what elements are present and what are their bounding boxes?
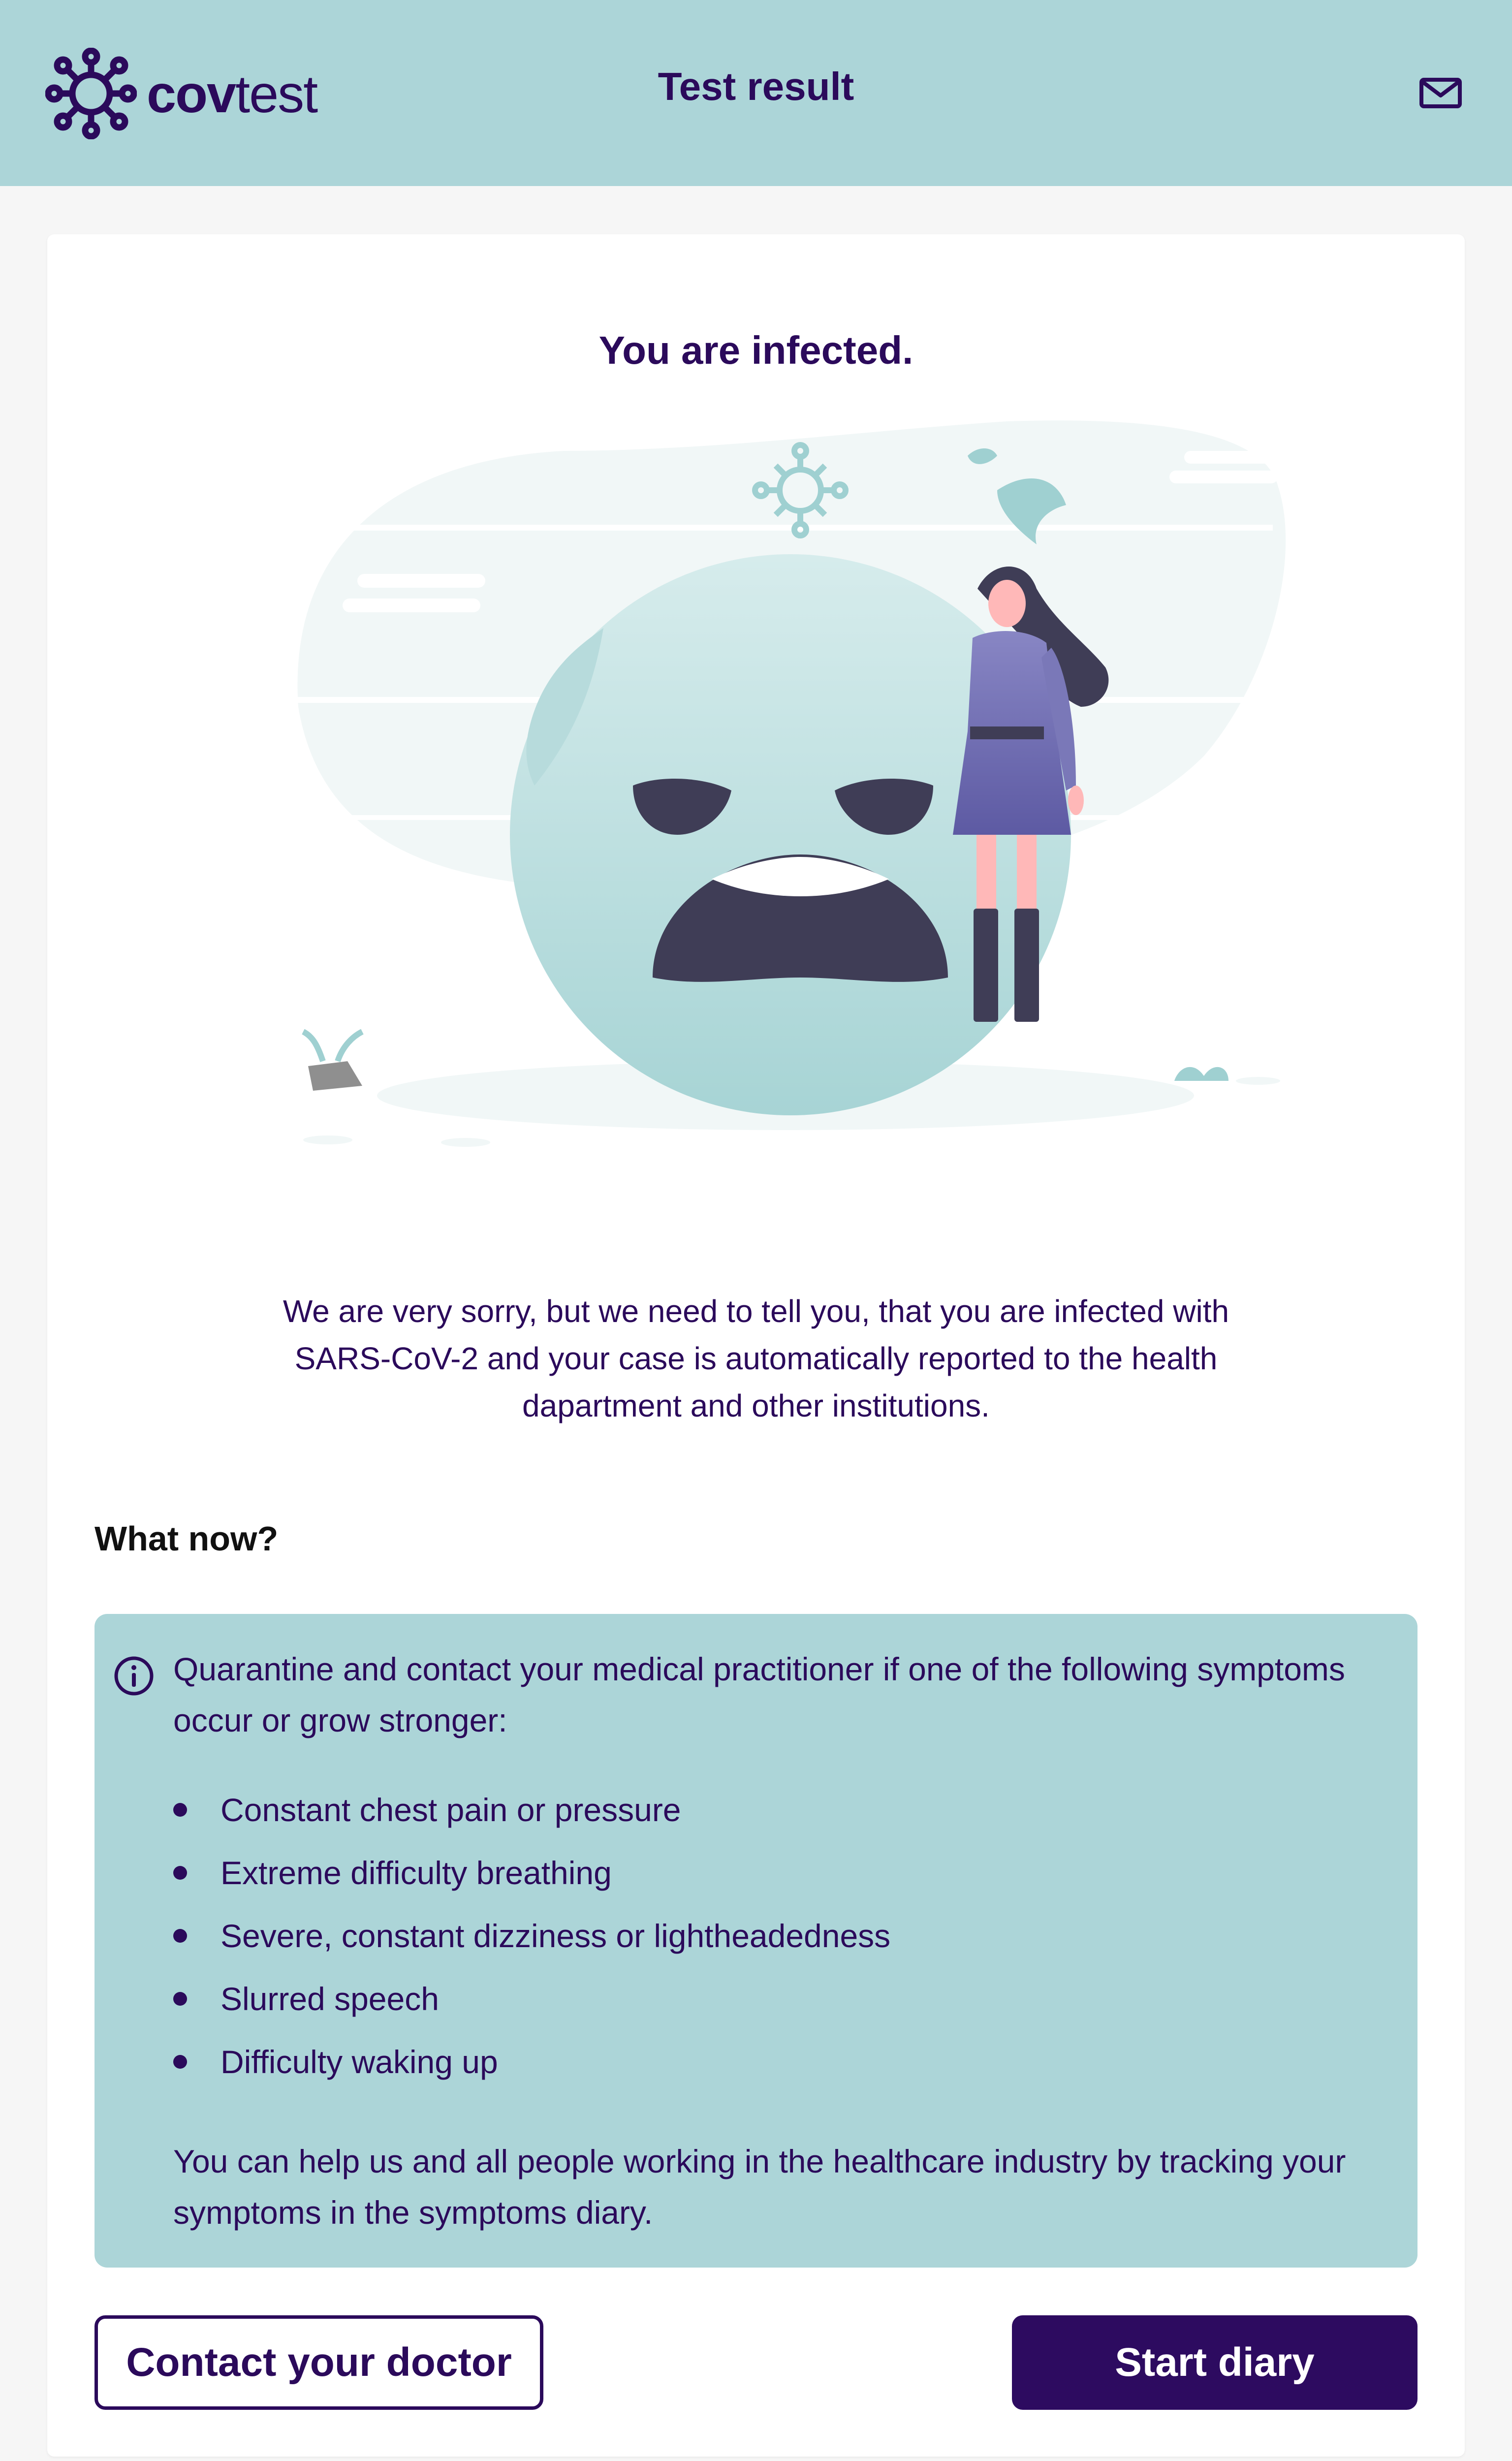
symptom-list [173,1786,890,2101]
info-lead-text: Quarantine and contact your medical practitioner if one of the following symptoms occur or grow stronger: [173,1651,1345,1738]
symptom-item: Extreme difficulty breathing [173,1849,890,1912]
contact-doctor-button[interactable]: Contact your doctor [94,2315,543,2410]
app-header [0,0,1512,186]
mail-icon[interactable] [1418,74,1463,113]
symptom-item: Constant chest pain or pressure [173,1786,890,1849]
info-box [94,1614,1418,2268]
symptom-item: Severe, constant dizziness or lightheadedness [173,1912,890,1975]
what-now-heading: What now? [94,1519,279,1558]
symptom-item: Difficulty waking up [173,2038,890,2101]
info-icon [113,1655,155,1697]
start-diary-button[interactable]: Start diary [1012,2315,1418,2410]
page-title: Test result [658,64,854,108]
logo-text-light: test [235,63,317,124]
logo-text-bold: cov [147,63,236,124]
result-title: You are infected. [598,328,914,372]
symptom-item: Slurred speech [173,1975,890,2038]
sad-virus-face-illustration [269,411,1352,1209]
infection-message: We are very sorry, but we need to tell you, that you are infected with SARS-CoV-2 and your case is automatically reported to the health dapartment and other institutions. [283,1294,1229,1423]
info-footer-text: You can help us and all people working in the healthcare industry by tracking your symptoms in the symptoms diary. [173,2143,1346,2231]
result-card [47,234,1465,2457]
